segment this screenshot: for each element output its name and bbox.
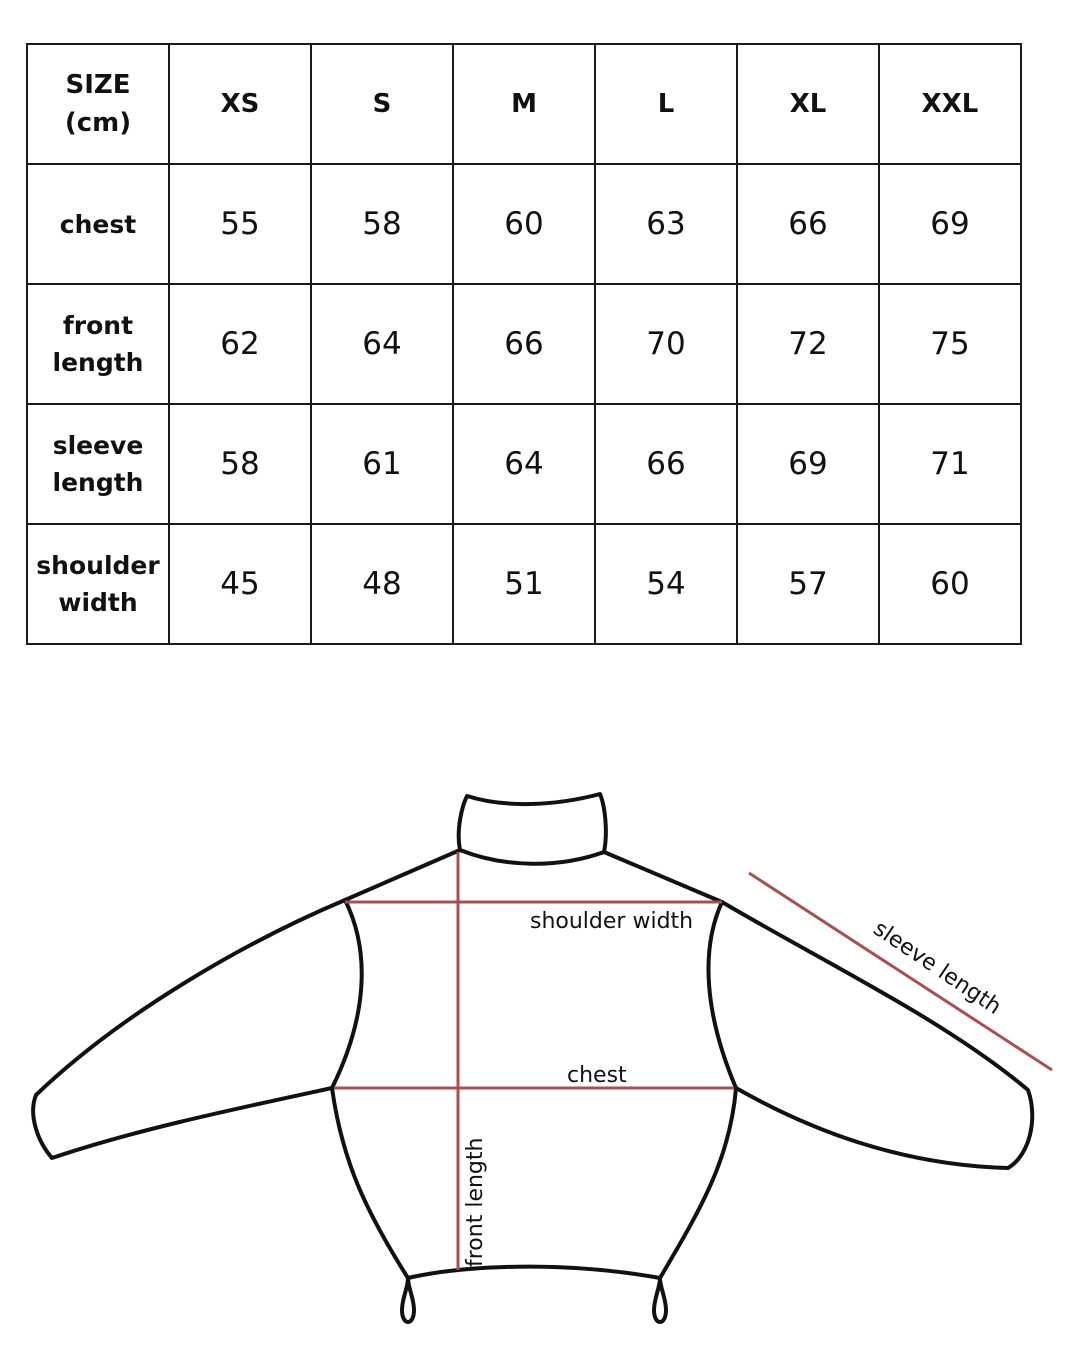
table-cell: 64 bbox=[311, 284, 453, 404]
left-sleeve-outline bbox=[33, 900, 345, 1158]
table-cell: 71 bbox=[879, 404, 1021, 524]
size-header-xs: XS bbox=[169, 44, 311, 164]
table-cell: 69 bbox=[879, 164, 1021, 284]
table-cell: 61 bbox=[311, 404, 453, 524]
table-cell: 70 bbox=[595, 284, 737, 404]
row-label-front-length bbox=[27, 284, 169, 404]
table-cell: 45 bbox=[169, 524, 311, 644]
table-cell: 72 bbox=[737, 284, 879, 404]
size-header-xxl: XXL bbox=[879, 44, 1021, 164]
row-label-text: length bbox=[52, 468, 144, 497]
sweater-outline bbox=[33, 794, 1032, 1322]
table-cell: 48 bbox=[311, 524, 453, 644]
row-label-text: sleeve bbox=[52, 431, 144, 460]
shoulder-width-label: shoulder width bbox=[530, 909, 694, 934]
row-label-text: shoulder bbox=[36, 551, 160, 580]
table-row-chest bbox=[27, 164, 1021, 284]
table-cell: 58 bbox=[311, 164, 453, 284]
row-label-text: width bbox=[58, 588, 138, 617]
table-cell: 66 bbox=[453, 284, 595, 404]
garment-measurement-diagram bbox=[0, 770, 1078, 1340]
table-cell: 66 bbox=[595, 404, 737, 524]
row-label-chest bbox=[27, 164, 169, 284]
size-header-label: SIZE bbox=[65, 70, 131, 100]
table-cell: 63 bbox=[595, 164, 737, 284]
size-header-m: M bbox=[453, 44, 595, 164]
sleeve-length-line bbox=[749, 873, 1052, 1070]
table-row-shoulder-width bbox=[27, 524, 1021, 644]
sleeve-length-label: sleeve length bbox=[868, 916, 1006, 1020]
size-header-xl: XL bbox=[737, 44, 879, 164]
table-cell: 75 bbox=[879, 284, 1021, 404]
row-label-text: chest bbox=[59, 209, 137, 239]
table-row-front-length bbox=[27, 284, 1021, 404]
row-label-sleeve-length bbox=[27, 404, 169, 524]
chest-label: chest bbox=[567, 1063, 627, 1088]
row-label-shoulder-width bbox=[27, 524, 169, 644]
table-cell: 69 bbox=[737, 404, 879, 524]
left-drawstring bbox=[402, 1278, 414, 1322]
table-row-sleeve-length bbox=[27, 404, 1021, 524]
table-cell: 58 bbox=[169, 404, 311, 524]
front-length-label: front length bbox=[463, 1137, 488, 1267]
table-cell: 57 bbox=[737, 524, 879, 644]
table-cell: 62 bbox=[169, 284, 311, 404]
collar-outline bbox=[459, 794, 606, 864]
table-cell: 60 bbox=[453, 164, 595, 284]
table-cell: 64 bbox=[453, 404, 595, 524]
row-label-text: front bbox=[62, 311, 134, 340]
table-cell: 51 bbox=[453, 524, 595, 644]
table-cell: 55 bbox=[169, 164, 311, 284]
table-cell: 66 bbox=[737, 164, 879, 284]
row-label-text: length bbox=[52, 348, 144, 377]
size-header-l: L bbox=[595, 44, 737, 164]
table-cell: 60 bbox=[879, 524, 1021, 644]
right-drawstring bbox=[654, 1278, 666, 1322]
unit-header-label: (cm) bbox=[64, 108, 132, 138]
table-header-row bbox=[27, 44, 1021, 164]
size-unit-header bbox=[27, 44, 169, 164]
table-cell: 54 bbox=[595, 524, 737, 644]
size-chart-table bbox=[26, 43, 1022, 645]
size-header-s: S bbox=[311, 44, 453, 164]
